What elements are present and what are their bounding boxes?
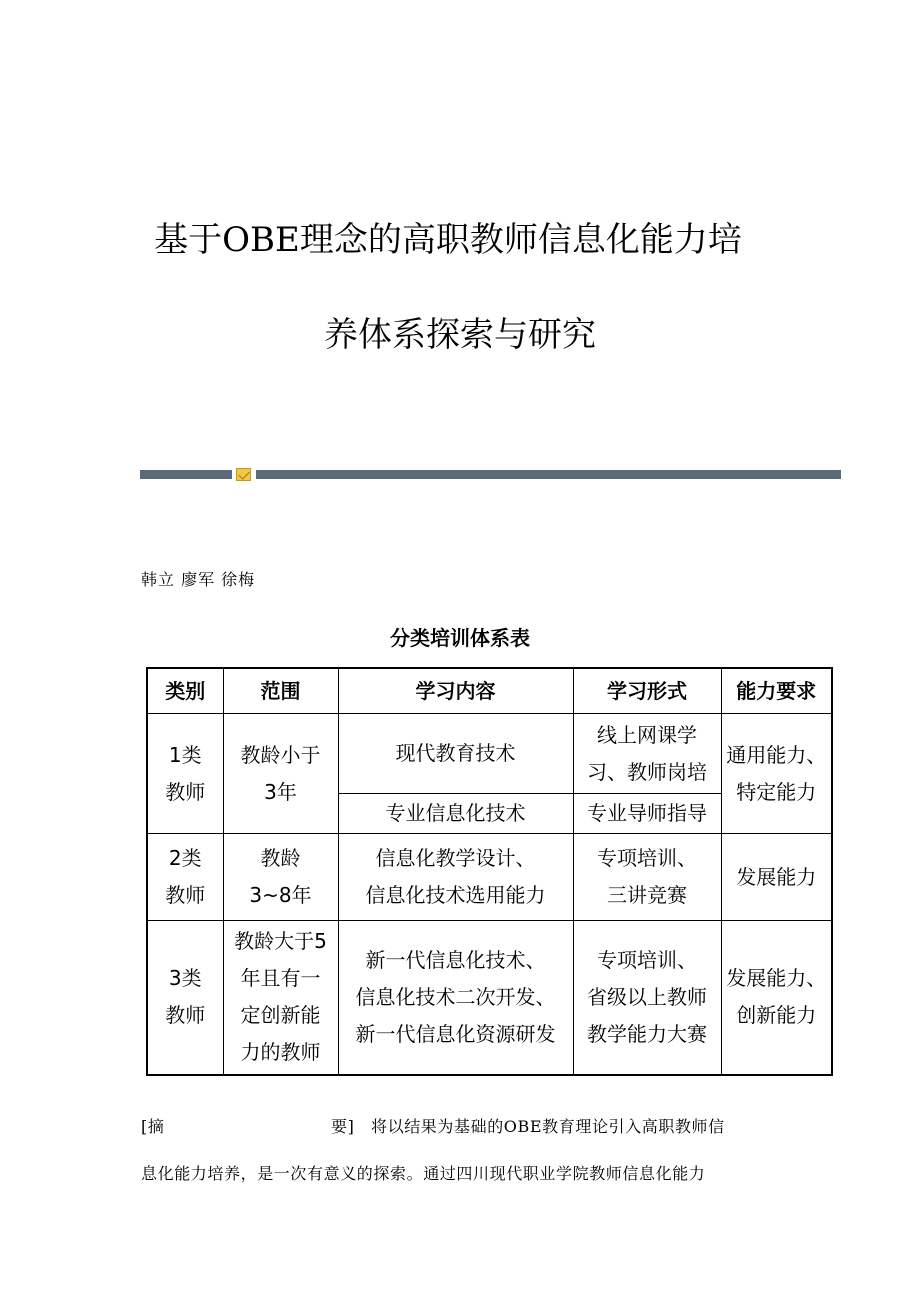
row3-content: 新一代信息化技术、 信息化技术二次开发、 新一代信息化资源研发 <box>338 921 573 1075</box>
divider-left <box>140 470 232 479</box>
row1-content-a: 现代教育技术 <box>338 714 573 794</box>
row2-scope: 教龄 3~8年 <box>223 834 338 921</box>
training-system-table <box>146 667 833 1076</box>
row3-scope: 教龄大于5 年且有一 定创新能 力的教师 <box>223 921 338 1075</box>
row3-category: 3类 教师 <box>147 921 223 1075</box>
abstract-text-1: 将以结果为基础的OBE教育理论引入高职教师信 <box>371 1117 725 1136</box>
row1-content-b: 专业信息化技术 <box>338 794 573 834</box>
document-title-line-2: 养体系探索与研究 <box>324 315 596 355</box>
row1-scope: 教龄小于 3年 <box>223 714 338 834</box>
row1-ability: 通用能力、 特定能力 <box>721 714 832 834</box>
divider-right <box>256 470 841 479</box>
header-scope: 范围 <box>223 668 338 714</box>
table-header-row <box>147 668 832 714</box>
row1-form-b: 专业导师指导 <box>573 794 721 834</box>
authors: 韩立 廖军 徐梅 <box>141 570 256 589</box>
row2-ability: 发展能力 <box>721 834 832 921</box>
abstract-line-1 <box>141 1114 725 1137</box>
table-row <box>147 714 832 794</box>
header-category: 类别 <box>147 668 223 714</box>
row1-form-a: 线上网课学 习、教师岗培 <box>573 714 721 794</box>
table-title: 分类培训体系表 <box>390 626 530 650</box>
row1-category: 1类 教师 <box>147 714 223 834</box>
row3-ability: 发展能力、 创新能力 <box>721 921 832 1075</box>
table-row <box>147 921 832 1075</box>
abstract-line-2: 息化能力培养，是一次有意义的探索。通过四川现代职业学院教师信息化能力 <box>141 1164 706 1183</box>
document-title-line-1: 基于OBE理念的高职教师信息化能力培 <box>154 220 742 260</box>
envelope-icon <box>236 468 251 481</box>
row2-content: 信息化教学设计、 信息化技术选用能力 <box>338 834 573 921</box>
table-row <box>147 834 832 921</box>
abstract-tag-open: [摘 <box>141 1117 165 1136</box>
row3-form: 专项培训、 省级以上教师 教学能力大赛 <box>573 921 721 1075</box>
row2-form: 专项培训、 三讲竞赛 <box>573 834 721 921</box>
header-content: 学习内容 <box>338 668 573 714</box>
row2-category: 2类 教师 <box>147 834 223 921</box>
header-form: 学习形式 <box>573 668 721 714</box>
header-ability: 能力要求 <box>721 668 832 714</box>
abstract-tag-close: 要] <box>331 1117 355 1136</box>
